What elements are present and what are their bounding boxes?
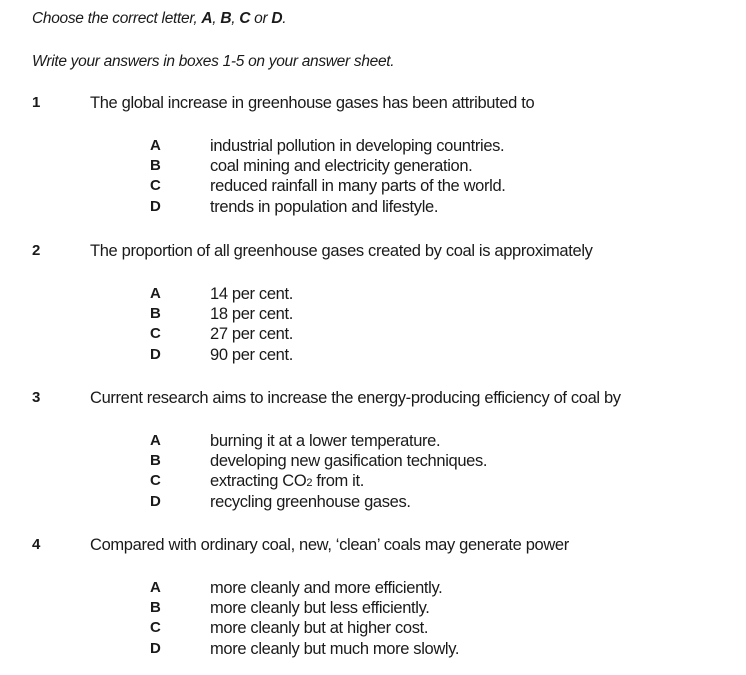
option-letter: C: [150, 325, 161, 342]
question-number: 4: [32, 536, 41, 553]
letter-b: B: [220, 10, 232, 27]
option-letter: A: [150, 432, 161, 449]
option-text: more cleanly but much more slowly.: [210, 640, 460, 658]
option-b: [0, 598, 746, 618]
option-d: [0, 345, 746, 365]
option-d: [0, 197, 746, 217]
option-letter: A: [150, 137, 161, 154]
option-letter: D: [150, 198, 161, 215]
letter-a: A: [201, 10, 213, 27]
option-c: [0, 324, 746, 344]
option-b: [0, 304, 746, 324]
option-text: developing new gasification techniques.: [210, 452, 488, 470]
letter-d: D: [271, 10, 283, 27]
option-letter: A: [150, 579, 161, 596]
instruction-text: Choose the correct letter,: [32, 10, 202, 27]
option-b: [0, 451, 746, 471]
option-a: [0, 431, 746, 451]
option-letter: A: [150, 285, 161, 302]
option-text: industrial pollution in developing countries.: [210, 137, 505, 155]
option-letter: B: [150, 157, 161, 174]
subscript-2: 2: [306, 477, 313, 489]
option-text: recycling greenhouse gases.: [210, 493, 411, 511]
option-c: [0, 471, 746, 491]
letter-c: C: [239, 10, 251, 27]
option-text: more cleanly but less efficiently.: [210, 599, 430, 617]
option-c: [0, 618, 746, 638]
option-text-part: extracting CO: [210, 472, 307, 490]
option-text: [210, 471, 364, 493]
question-text: The proportion of all greenhouse gases created by coal is approximately: [90, 242, 593, 260]
option-letter: B: [150, 305, 161, 322]
option-d: [0, 492, 746, 512]
separator: or: [250, 10, 272, 27]
question-text: Compared with ordinary coal, new, ‘clean’ coals may generate power: [90, 536, 569, 554]
question-text: The global increase in greenhouse gases has been attributed to: [90, 94, 535, 112]
option-c: [0, 176, 746, 196]
option-letter: C: [150, 472, 161, 489]
option-text: 18 per cent.: [210, 305, 293, 323]
option-text: more cleanly and more efficiently.: [210, 579, 443, 597]
instruction-choose-letter: [32, 10, 286, 28]
question-text: Current research aims to increase the energy-producing efficiency of coal by: [90, 389, 621, 407]
option-a: [0, 578, 746, 598]
option-text: trends in population and lifestyle.: [210, 198, 439, 216]
option-letter: D: [150, 493, 161, 510]
separator: ,: [231, 10, 240, 27]
period: .: [282, 10, 287, 27]
option-text: 14 per cent.: [210, 285, 293, 303]
instruction-answer-boxes: Write your answers in boxes 1-5 on your answer sheet.: [32, 53, 395, 70]
option-d: [0, 639, 746, 659]
option-text: burning it at a lower temperature.: [210, 432, 441, 450]
option-a: [0, 136, 746, 156]
separator: ,: [212, 10, 221, 27]
option-letter: D: [150, 640, 161, 657]
option-text: 90 per cent.: [210, 346, 293, 364]
option-text: coal mining and electricity generation.: [210, 157, 473, 175]
option-letter: C: [150, 177, 161, 194]
option-a: [0, 284, 746, 304]
option-letter: C: [150, 619, 161, 636]
option-letter: D: [150, 346, 161, 363]
option-text: more cleanly but at higher cost.: [210, 619, 429, 637]
question-number: 3: [32, 389, 41, 406]
option-b: [0, 156, 746, 176]
option-text: reduced rainfall in many parts of the world.: [210, 177, 506, 195]
option-letter: B: [150, 599, 161, 616]
option-text-part: from it.: [312, 472, 364, 490]
option-letter: B: [150, 452, 161, 469]
question-number: 1: [32, 94, 41, 111]
question-number: 2: [32, 242, 41, 259]
option-text: 27 per cent.: [210, 325, 293, 343]
